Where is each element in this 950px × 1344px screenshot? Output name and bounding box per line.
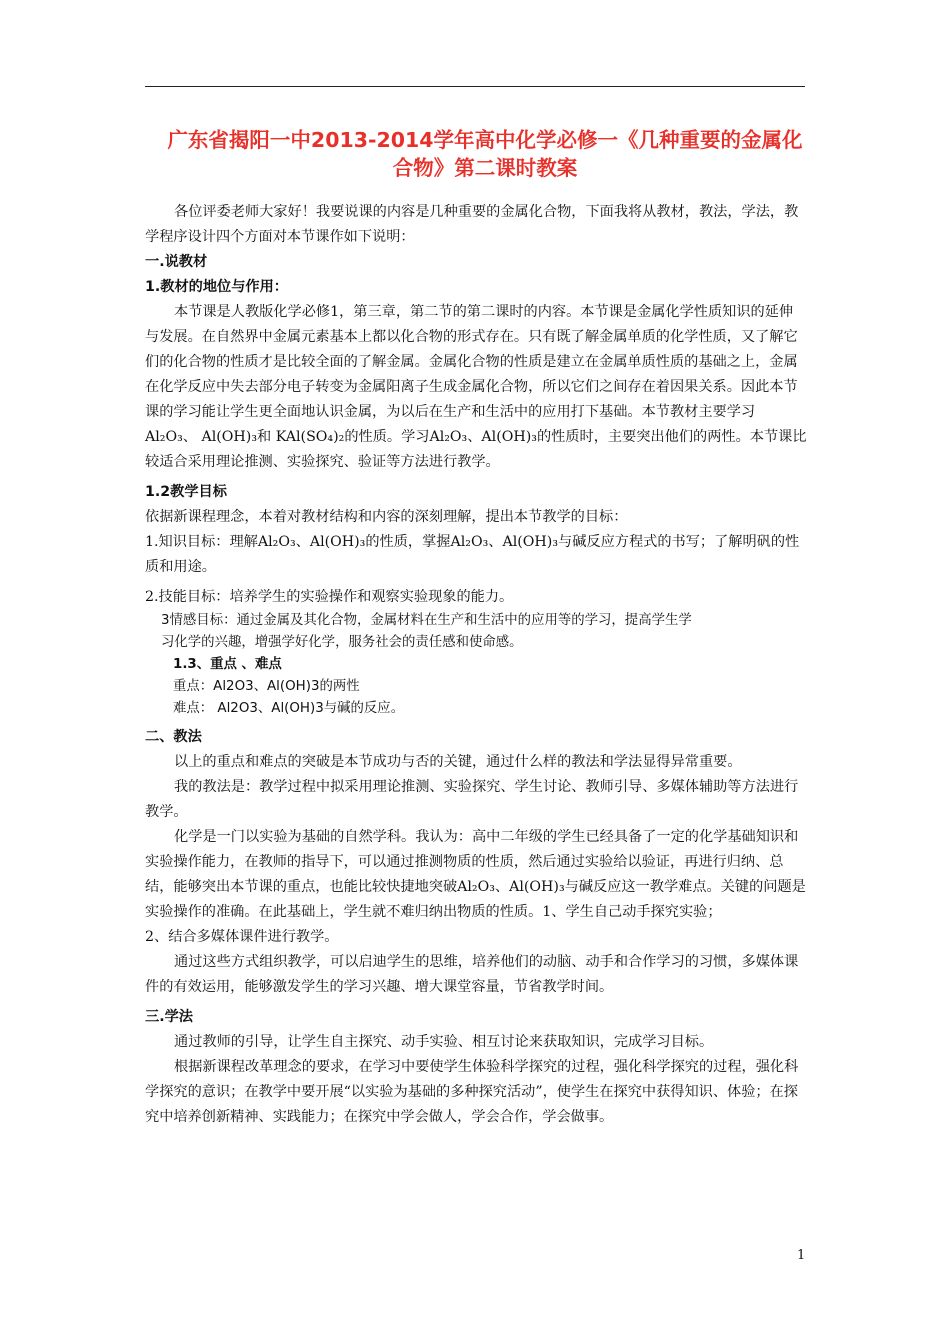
goal-skill: 2.技能目标：培养学生的实验操作和观察实验现象的能力。 [145, 589, 514, 605]
document-title: 广东省揭阳一中2013-2014学年高中化学必修一《几种重要的金属化合物》第二课时教案 [167, 128, 803, 180]
section-3-paragraph-1: 通过教师的引导，让学生自主探究、动手实验、相互讨论来获取知识，完成学习目标。 [174, 1034, 714, 1050]
section-2-heading: 二、教法 [145, 729, 202, 745]
section-1-2-intro: 依据新课程理念，本着对教材结构和内容的深刻理解，提出本节教学的目标： [145, 509, 628, 525]
section-2-paragraph-2: 我的教法是：教学过程中拟采用理论推测、实验探究、学生讨论、教师引导、多媒体辅助等方法进行教学。 [145, 779, 799, 820]
section-3-paragraph-2: 根据新课程改革理念的要求，在学习中要使学生体验科学探究的过程，强化科学探究的过程，强化科学探究的意识；在教学中要开展“以实验为基础的多种探究活动”，使学生在探究中获得知识、体验；在探究中培养创新精神、实践能力；在探究中学会做人，学会合作，学会做事。 [145, 1059, 799, 1125]
section-1-1-heading: 1.教材的地位与作用： [145, 279, 288, 295]
section-1-3-heading: 1.3、重点 、难点 [173, 657, 282, 672]
section-1-heading: 一.说教材 [145, 254, 208, 270]
header-rule [145, 86, 805, 87]
section-2-paragraph-4: 通过这些方式组织教学，可以启迪学生的思维，培养他们的动脑、动手和合作学习的习惯，多媒体课件的有效运用，能够激发学生的学习兴趣、增大课堂容量，节省教学时间。 [145, 954, 799, 995]
section-3-heading: 三.学法 [145, 1009, 193, 1025]
page-number: 1 [797, 1248, 806, 1263]
goal-emotion-line-2: 习化学的兴趣，增强学好化学，服务社会的责任感和使命感。 [161, 635, 523, 650]
section-2-paragraph-3: 化学是一门以实验为基础的自然学科。我认为：高中二年级的学生已经具备了一定的化学基础知识和实验操作能力，在教师的指导下，可以通过推测物质的性质，然后通过实验给以验证，再进行归纳、总结，能够突出本节课的重点，也能比较快捷地突破Al₂O₃、Al(OH)₃与碱反应这一教学难点。关键的问题是实验操作的准确。在此基础上，学生就不难归纳出物质的性质。1、学生自己动手探究实验； [145, 829, 806, 920]
difficult-point: 难点： Al2O3、Al(OH)3与碱的反应。 [173, 701, 405, 716]
section-1-1-paragraph: 本节课是人教版化学必修1，第三章，第二节的第二课时的内容。本节课是金属化学性质知识的延伸与发展。在自然界中金属元素基本上都以化合物的形式存在。只有既了解金属单质的化学性质，又了解它们的化合物的性质才是比较全面的了解金属。金属化合物的性质是建立在金属单质性质的基础之上，金属在化学反应中失去部分电子转变为金属阳离子生成金属化合物，所以它们之间存在着因果关系。因此本节课的学习能让学生更全面地认识金属，为以后在生产和生活中的应用打下基础。本节教材主要学习Al₂O₃、 Al(OH)₃和 KAl(SO₄)₂的性质。学习Al₂O₃、Al(OH)₃的性质时，主要突出他们的两性。本节课比较适合采用理论推测、实验探究、验证等方法进行教学。 [145, 304, 807, 470]
goal-emotion-line-1: 3情感目标：通过金属及其化合物，金属材料在生产和生活中的应用等的学习，提高学生学 [161, 613, 692, 628]
section-1-2-heading: 1.2教学目标 [145, 484, 227, 500]
goal-knowledge: 1.知识目标：理解Al₂O₃、Al(OH)₃的性质，掌握Al₂O₃、Al(OH)₃与碱反应方程式的书写；了解明矾的性质和用途。 [145, 534, 800, 575]
key-point: 重点：Al2O3、Al(OH)3的两性 [173, 679, 360, 694]
section-2-item-2: 2、结合多媒体课件进行教学。 [145, 929, 339, 945]
document-body [145, 200, 807, 1130]
section-2-paragraph-1: 以上的重点和难点的突破是本节成功与否的关键，通过什么样的教法和学法显得异常重要。 [174, 754, 742, 770]
intro-paragraph: 各位评委老师大家好！我要说课的内容是几种重要的金属化合物，下面我将从教材，教法，学法，教学程序设计四个方面对本节课作如下说明： [145, 204, 799, 245]
